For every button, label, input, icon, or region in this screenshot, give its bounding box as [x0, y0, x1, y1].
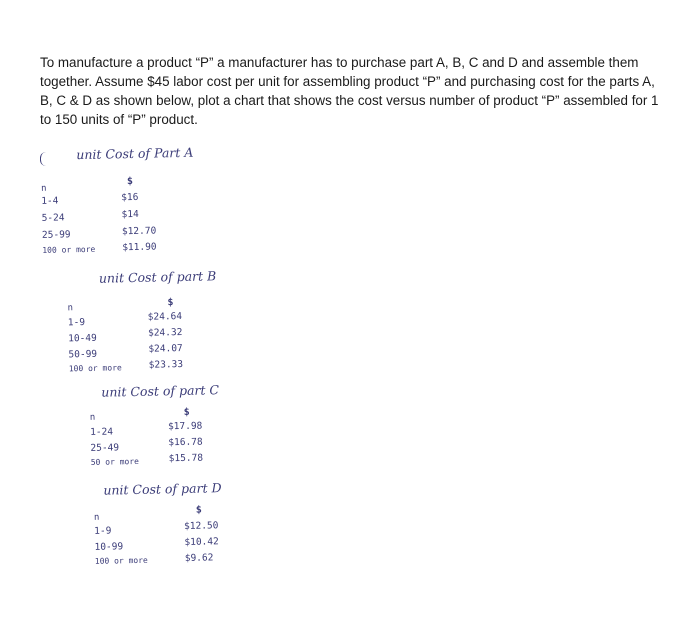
- part-d-cost-2: $9.62: [184, 552, 214, 564]
- part-b-range-2: 50-99: [68, 348, 98, 361]
- part-b-heading: unit Cost of part B: [98, 268, 217, 286]
- part-c-range-0: 1-24: [90, 426, 114, 438]
- part-b-n-label: n: [67, 303, 74, 314]
- part-b-cost-2: $24.07: [148, 342, 183, 355]
- part-a-cost-0: $16: [121, 191, 139, 204]
- part-d-range-0: 1-9: [94, 525, 112, 537]
- part-d-dollar-label: $: [195, 504, 202, 516]
- handwritten-notes: [36, 135, 265, 570]
- part-a-cost-3: $11.90: [122, 241, 157, 254]
- part-c-range-2: 50 or more: [90, 456, 140, 467]
- part-a-dollar-label: $: [126, 175, 134, 188]
- part-b-dollar-label: $: [167, 297, 174, 309]
- part-c-dollar-label: $: [183, 406, 190, 418]
- question-line-2: together. Assume $45 labor cost per unit for assembling product “P” and purchasing cost for the parts A,: [40, 74, 655, 89]
- part-b-cost-3: $23.33: [148, 358, 184, 371]
- part-d-n-label: n: [93, 512, 100, 523]
- part-b-range-0: 1-9: [67, 317, 86, 329]
- part-b-cost-0: $24.64: [147, 310, 183, 323]
- question-line-3: B, C & D as shown below, plot a chart that shows the cost versus number of product “P” assembled for 1: [40, 93, 659, 108]
- part-c-cost-1: $16.78: [168, 436, 203, 449]
- part-d-range-1: 10-99: [94, 541, 124, 553]
- part-c-heading: unit Cost of part C: [101, 382, 220, 400]
- part-a-range-2: 25-99: [41, 229, 71, 241]
- part-b-range-1: 10-49: [68, 332, 97, 345]
- part-a-range-3: 100 or more: [42, 244, 96, 255]
- part-a-range-1: 5-24: [41, 212, 65, 224]
- part-b-cost-1: $24.32: [147, 326, 183, 339]
- part-a-cost-2: $12.70: [121, 225, 157, 238]
- part-a-cost-1: $14: [121, 208, 139, 221]
- part-c-range-1: 25-49: [90, 442, 120, 454]
- question-text: [40, 53, 680, 129]
- part-c-cost-0: $17.98: [167, 420, 203, 433]
- part-a-range-0: 1-4: [41, 195, 59, 207]
- part-a-heading: unit Cost of Part A: [76, 144, 194, 163]
- part-d-cost-1: $10.42: [184, 536, 219, 548]
- part-d-cost-0: $12.50: [184, 520, 219, 532]
- question-line-4: to 150 units of “P” product.: [40, 112, 198, 127]
- question-line-1: To manufacture a product “P” a manufacturer has to purchase part A, B, C and D and assemble them: [40, 55, 639, 70]
- part-c-n-label: n: [89, 412, 96, 423]
- part-c-cost-2: $15.78: [168, 452, 204, 465]
- part-a-n-label: n: [40, 183, 47, 194]
- part-d-range-2: 100 or more: [94, 555, 148, 566]
- part-b-range-3: 100 or more: [68, 363, 122, 374]
- part-d-heading: unit Cost of part D: [103, 480, 222, 498]
